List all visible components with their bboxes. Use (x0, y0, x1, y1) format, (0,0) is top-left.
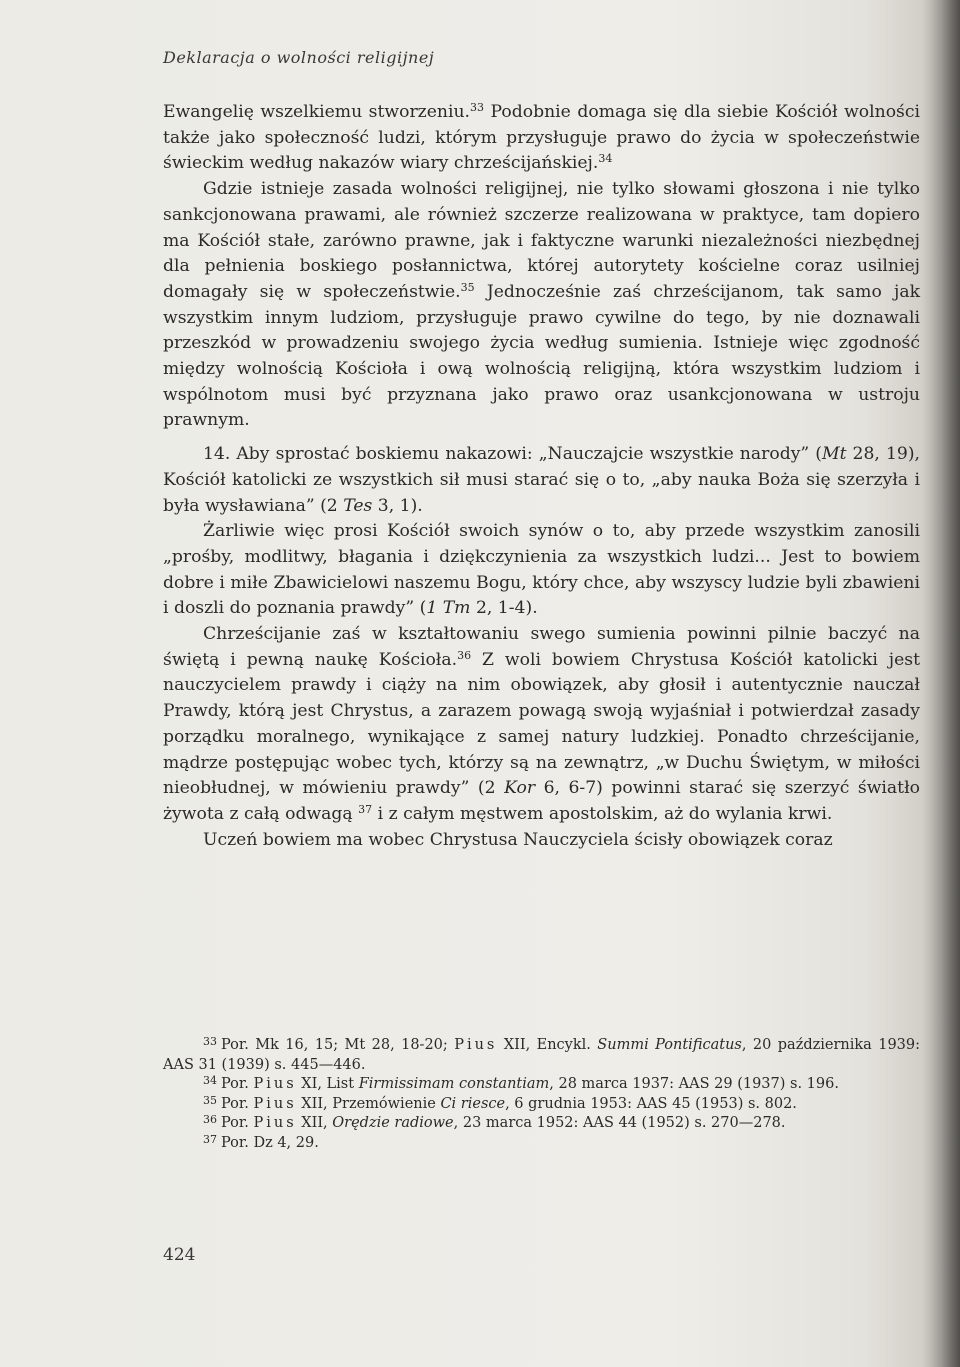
page-number: 424 (163, 1245, 196, 1265)
text-run: Uczeń bowiem ma wobec Chrystusa Nauczyciela ścisły obowiązek coraz (203, 829, 833, 850)
text-run: 3, 1). (372, 495, 423, 516)
spaced-name: Pius (253, 1115, 297, 1132)
footnote-reference: 35 (460, 280, 475, 294)
italic-citation: Mt (821, 444, 847, 465)
text-run: XII, Encykl. (497, 1037, 598, 1053)
text-run: Z woli bowiem Chrystusa Kościół katolicki jest nauczycielem prawdy i ciąży na nim obowiązek, aby głosił i autentycznie nauczał Prawdy, którą jest Chrystus, a zarazem powagą swoją wyjaśniał i potwierdzał zasady porządku moralnego, wynikające z samej natury ludzkiej. Ponadto chrześcijanie, mądrze postępując wobec tych, którzy są na zewnątrz, „w Duchu Świętym, w miłości nieobłudnej, w mówieniu prawdy” (2 (163, 649, 921, 799)
text-run: 14. Aby sprostać boskiemu nakazowi: „Nauczajcie wszystkie narody” ( (203, 444, 822, 465)
paragraph (163, 622, 920, 828)
italic-citation: Firmissimam constantiam (358, 1076, 550, 1093)
footnote-number: 37 (203, 1132, 217, 1146)
binding-shadow (922, 0, 960, 1367)
text-run: Por. (221, 1076, 254, 1093)
paragraph (163, 442, 920, 519)
italic-citation: Summi Pontificatus (597, 1037, 742, 1053)
footnote-reference: 36 (457, 648, 472, 662)
footnote-number: 36 (203, 1113, 217, 1127)
text-run: Podobnie domaga się dla siebie Kościół wolności także jako społeczność ludzi, którym przysługuje prawo do życia w społeczeństwie świeckim według nakazów wiary chrześcijańskiej. (163, 102, 920, 174)
text-run: Por. (221, 1095, 254, 1112)
text-run: 28, 19), Kościół katolicki ze wszystkich sił musi starać się o to, „aby nauka Boża się szerzyła i była wysławiana” (2 (163, 444, 920, 516)
text-run: 2, 1-4). (470, 598, 538, 619)
footnote (163, 1075, 920, 1095)
text-run: , 28 marca 1937: AAS 29 (1937) s. 196. (549, 1076, 839, 1093)
text-run: , 20 października 1939: AAS 31 (1939) s. 445—446. (163, 1037, 921, 1073)
text-run: Ewangelię wszelkiemu stworzeniu. (163, 102, 470, 122)
text-run: , 6 grudnia 1953: AAS 45 (1953) s. 802. (505, 1095, 797, 1112)
footnotes (163, 1036, 920, 1154)
text-run: 6, 6-7) powinni starać się szerzyć światło żywota z całą odwagą (163, 778, 921, 824)
footnote (163, 1114, 920, 1134)
text-run: XI, List (296, 1076, 359, 1093)
italic-citation: 1 Tm (426, 598, 471, 619)
footnote-number: 33 (203, 1035, 217, 1048)
paragraph (163, 519, 920, 622)
footnote (163, 1134, 920, 1154)
italic-citation: Ci riesce (440, 1095, 506, 1112)
text-run: XII, Przemówienie (296, 1095, 441, 1112)
italic-citation: Kor (504, 778, 536, 799)
footnote (163, 1095, 920, 1115)
paragraph (163, 100, 920, 177)
spaced-name: Pius (454, 1037, 498, 1053)
running-head: Deklaracja o wolności religijnej (163, 48, 435, 67)
footnote-reference: 34 (598, 152, 613, 166)
text-run: Por. Dz 4, 29. (221, 1134, 319, 1151)
text-run: Jednocześnie zaś chrześcijanom, tak samo jak wszystkim innym ludziom, przysługuje prawo cywilne do tego, by nie doznawali przeszkód w prowadzeniu swojego życia według sumienia. Istnieje więc zgodność między wolnością Kościoła i ową wolnością religijną, która wszystkim ludziom i wspólnotom musi być przyznana jako prawo oraz usankcjonowana w ustroju prawnym. (163, 281, 920, 431)
main-text (163, 100, 920, 853)
spaced-name: Pius (253, 1095, 297, 1112)
italic-citation: Tes (343, 495, 373, 516)
paragraph (163, 828, 920, 854)
italic-citation: Orędzie radiowe (332, 1115, 454, 1132)
text-run: Chrześcijanie zaś w kształtowaniu swego sumienia powinni pilnie baczyć na świętą i pewną naukę Kościoła. (163, 624, 920, 670)
footnote (163, 1036, 920, 1075)
paragraph (163, 177, 920, 434)
footnote-reference: 37 (358, 802, 373, 816)
text-run: Por. (221, 1115, 254, 1132)
footnote-number: 35 (203, 1093, 217, 1107)
spaced-name: Pius (253, 1076, 297, 1093)
footnote-number: 34 (203, 1074, 217, 1088)
text-run: Żarliwie więc prosi Kościół swoich synów o to, aby przede wszystkim zanosili „prośby, modlitwy, błagania i dziękczynienia za wszystkich ludzi... Jest to bowiem dobre i miłe Zbawicielowi naszemu Bogu, który chce, aby wszyscy ludzie byli zbawieni i doszli do poznania prawdy” ( (163, 521, 920, 619)
text-run: XII, (296, 1115, 333, 1132)
text-run: Gdzie istnieje zasada wolności religijnej, nie tylko słowami głoszona i nie tylko sankcjonowana prawami, ale również szczerze realizowana w praktyce, tam dopiero ma Kościół stałe, zarówno prawne, jak i faktyczne warunki niezależności niezbędnej dla pełnienia boskiego posłannictwa, której autorytety kościelne coraz usilniej domagały się w społeczeństwie. (163, 179, 920, 302)
text-run: Por. Mk 16, 15; Mt 28, 18-20; (221, 1037, 455, 1053)
footnote-reference: 33 (470, 101, 484, 114)
text-run: , 23 marca 1952: AAS 44 (1952) s. 270—278. (453, 1115, 786, 1132)
text-run: i z całym męstwem apostolskim, aż do wylania krwi. (372, 803, 833, 824)
